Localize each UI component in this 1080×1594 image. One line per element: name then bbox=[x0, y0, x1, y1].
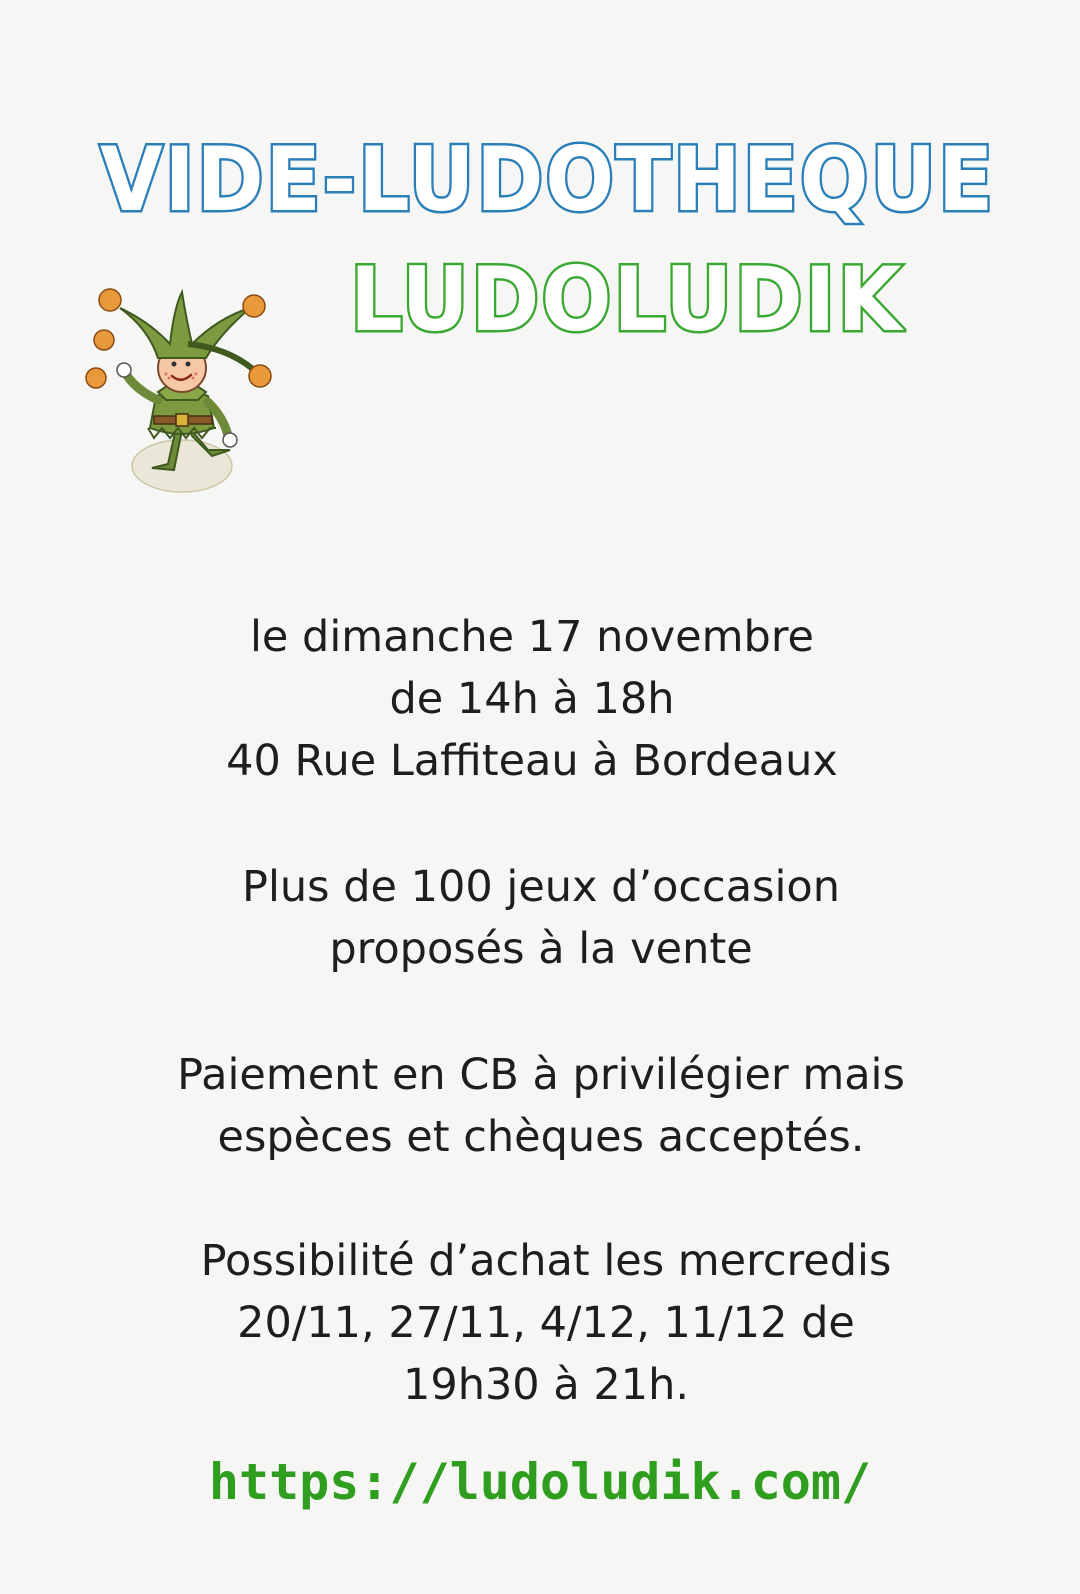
event-date: le dimanche 17 novembre bbox=[249, 612, 815, 662]
extra-line-3: 19h30 à 21h. bbox=[402, 1360, 689, 1410]
offer-details bbox=[1, 856, 1080, 980]
offer-line-1: Plus de 100 jeux d’occasion bbox=[242, 862, 840, 912]
extra-purchase-details bbox=[6, 1230, 1080, 1416]
title-ludoludik: LUDOLUDIK bbox=[350, 248, 904, 351]
extra-line-2: 20/11, 27/11, 4/12, 11/12 de bbox=[237, 1298, 855, 1348]
title-vide-ludotheque: VIDE-LUDOTHEQUE bbox=[100, 128, 996, 231]
event-address: 40 Rue Laffiteau à Bordeaux bbox=[226, 736, 838, 786]
payment-line-2: espèces et chèques acceptés. bbox=[217, 1112, 865, 1162]
website-link[interactable]: https://ludoludik.com/ bbox=[208, 1453, 872, 1511]
payment-line-1: Paiement en CB à privilégier mais bbox=[177, 1050, 905, 1100]
event-time: de 14h à 18h bbox=[389, 674, 675, 724]
extra-line-1: Possibilité d’achat les mercredis bbox=[200, 1236, 892, 1286]
payment-details bbox=[1, 1044, 1080, 1168]
event-details bbox=[0, 606, 1072, 792]
offer-line-2: proposés à la vente bbox=[329, 924, 753, 974]
jester-mascot-icon bbox=[78, 278, 288, 500]
